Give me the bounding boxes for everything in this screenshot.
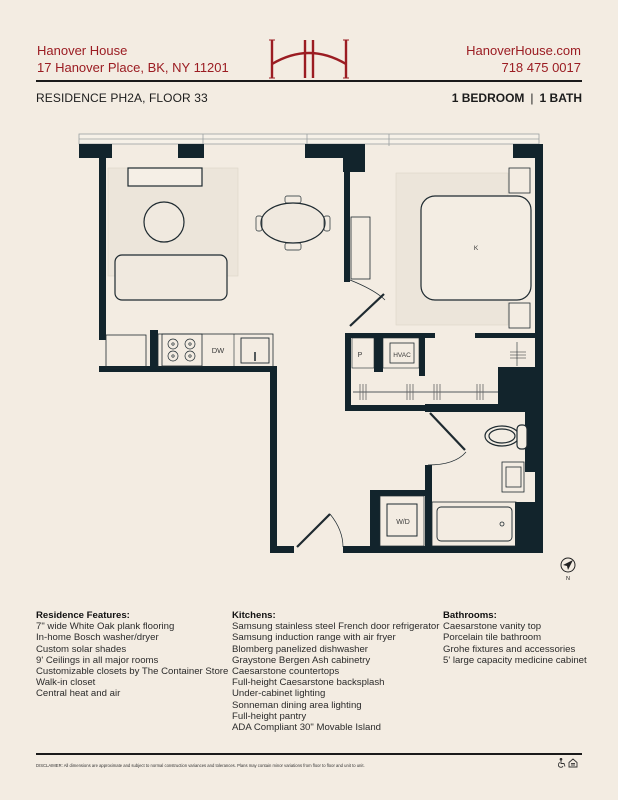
kitchen-features-heading: Kitchens: (232, 610, 276, 621)
residence-title: RESIDENCE PH2A, FLOOR 33 (36, 91, 208, 105)
dishwasher-label: DW (211, 346, 225, 355)
north-arrow-icon (561, 558, 575, 582)
disclaimer: DISCLAIMER: All dimensions are approximate and subject to normal construction variances and tolerances. Plans may contain minor variations from floor to floor and unit to unit. (36, 763, 365, 768)
feature-item: Sonneman dining area lighting (232, 699, 362, 711)
equal-housing-icon (569, 759, 577, 767)
feature-item: 7" wide White Oak plank flooring (36, 621, 175, 633)
feature-item: Walk-in closet (36, 677, 96, 689)
phone-number[interactable]: 718 475 0017 (501, 60, 581, 75)
building-name: Hanover House (37, 43, 128, 58)
feature-item: Caesarstone countertops (232, 666, 340, 678)
feature-item: Caesarstone vanity top (443, 621, 542, 633)
feature-item: Grohe fixtures and accessories (443, 643, 576, 655)
kitchen-features (232, 610, 439, 733)
website-link[interactable]: HanoverHouse.com (466, 43, 581, 58)
footer-icons (558, 758, 580, 771)
feature-item: Samsung induction range with air fryer (232, 632, 396, 644)
feature-item: Full-height pantry (232, 710, 307, 722)
building-address: 17 Hanover Place, BK, NY 11201 (37, 60, 229, 75)
feature-item: Custom solar shades (36, 643, 127, 655)
feature-item: ADA Compliant 30" Movable Island (232, 722, 381, 734)
bedroom-count: 1 BEDROOM (451, 91, 525, 105)
feature-item: In-home Bosch washer/dryer (36, 632, 159, 644)
feature-item: 9' Ceilings in all major rooms (36, 654, 159, 666)
summary-separator: | (530, 91, 534, 105)
feature-item: Under-cabinet lighting (232, 688, 326, 700)
bathroom-features (443, 610, 587, 666)
feature-item: Customizable closets by The Container Store (36, 666, 229, 678)
north-label: N (566, 576, 570, 582)
feature-item: Graystone Bergen Ash cabinetry (232, 654, 371, 666)
feature-item: Central heat and air (36, 688, 121, 700)
bath-count: 1 BATH (539, 91, 582, 105)
feature-item: Samsung stainless steel French door refrigerator (232, 621, 440, 633)
feature-item: Full-height Caesarstone backsplash (232, 677, 385, 689)
hvac-label: HVAC (393, 352, 411, 359)
residence-features-heading: Residence Features: (36, 610, 130, 621)
feature-item: Blomberg panelized dishwasher (232, 643, 368, 655)
feature-item: Porcelain tile bathroom (443, 632, 542, 644)
bed-label: K (473, 245, 479, 252)
pantry-label: P (357, 352, 363, 359)
feature-item: 5' large capacity medicine cabinet (443, 654, 587, 666)
washer-dryer-label: W/D (396, 519, 410, 526)
footer-divider (36, 753, 582, 755)
wheelchair-icon (558, 758, 565, 767)
bathroom-features-heading: Bathrooms: (443, 610, 497, 621)
residence-features (36, 610, 228, 700)
